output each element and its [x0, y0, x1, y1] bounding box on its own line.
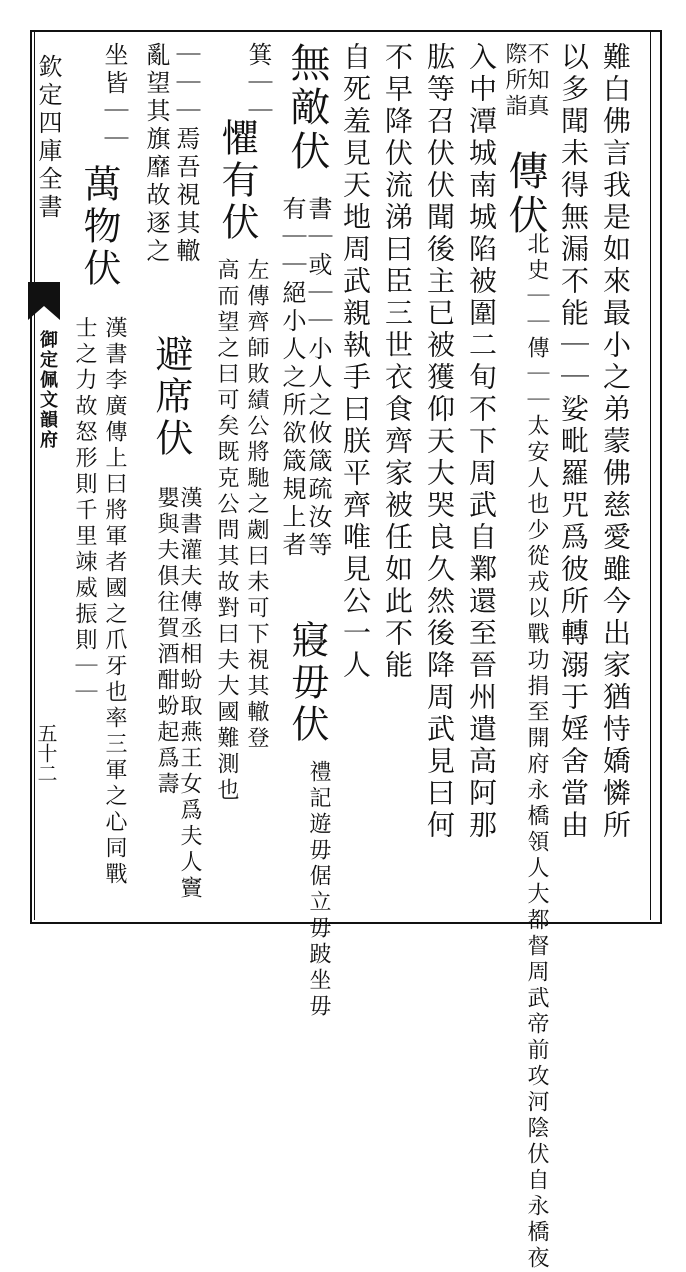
text-column-3b: 際所詣: [502, 42, 527, 120]
text-column-6: 不早降伏流涕曰臣三世衣食齊家被任如此不能: [381, 42, 414, 682]
entry-text-wudifu-2: 有｜｜絕小人之所欲箴規上者: [278, 196, 306, 560]
fishtail-mark-icon: [28, 282, 60, 320]
entry-heading-wanwufu: 萬物伏: [77, 164, 121, 290]
entry-text-juyoufu-1: 左傳齊師敗績公將馳之劌曰未可下視其轍登: [244, 258, 269, 752]
text-column-8b: 亂望其旗靡故逐之: [142, 42, 170, 266]
text-column-2: 以多聞未得無漏不能｜｜娑毗羅咒爲彼所轉溺于婬舍當由: [557, 42, 590, 842]
text-column-8a: ｜｜｜焉吾視其轍: [172, 42, 200, 266]
entry-text-wudifu-1: 書｜或｜｜小人之攸箴疏汝等: [304, 196, 332, 560]
entry-text-qinwufu-2: 箕｜｜: [244, 42, 272, 126]
right-border-line: [650, 30, 651, 920]
entry-text-bixifu: 漢書灌夫傳丞相蚡取燕王女爲夫人竇嬰與夫俱往賀酒酣蚡起爲壽: [154, 486, 202, 902]
margin-book-title: 御定佩文韻府: [37, 330, 58, 450]
margin-page-number: 五十二: [34, 723, 58, 783]
entry-heading-bixifu: 避席伏: [149, 334, 193, 460]
entry-heading-qinwufu: 寢毋伏: [285, 620, 329, 746]
margin-collection-title: 欽定四庫全書: [34, 54, 62, 222]
entry-heading-chuanfu: 傳伏: [502, 150, 548, 238]
text-column-3a: 不知真: [524, 42, 549, 120]
entry-text-bixifu-end: 坐皆｜｜: [100, 42, 128, 154]
entry-text-juyoufu-2: 高而望之曰可矣既克公問其故對曰夫大國難測也: [214, 258, 239, 804]
text-column-5: 肱等召伏伏聞後主已被獲仰天大哭良久然後降周武見曰何: [423, 42, 456, 842]
entry-text-qinwufu-1: 禮記遊毋倨立毋跛坐毋: [306, 760, 331, 1020]
entry-heading-juyoufu: 懼有伏: [215, 118, 259, 244]
text-column-4: 入中潭城南城陷被圍二旬不下周武自鄴還至晉州遣高阿那: [465, 42, 498, 842]
entry-text-chuanfu: 北史｜｜傳｜｜太安人也少從戎以戰功捐至開府永橋領人大都督周武帝前攻河陰伏自永橋夜: [524, 232, 549, 1272]
entry-heading-wudifu: 無敵伏: [284, 42, 330, 174]
entry-text-wanwufu: 漢書李廣傳上曰將軍者國之爪牙也率三軍之心同戰士之力故怒形則千里竦威振則｜｜: [72, 316, 127, 888]
text-column-7: 自死羞見天地周武親執手曰朕平齊唯見公一人: [339, 42, 372, 682]
text-column-1: 難白佛言我是如來最小之弟蒙佛慈愛雖今出家猶恃嬌憐所: [599, 42, 632, 842]
